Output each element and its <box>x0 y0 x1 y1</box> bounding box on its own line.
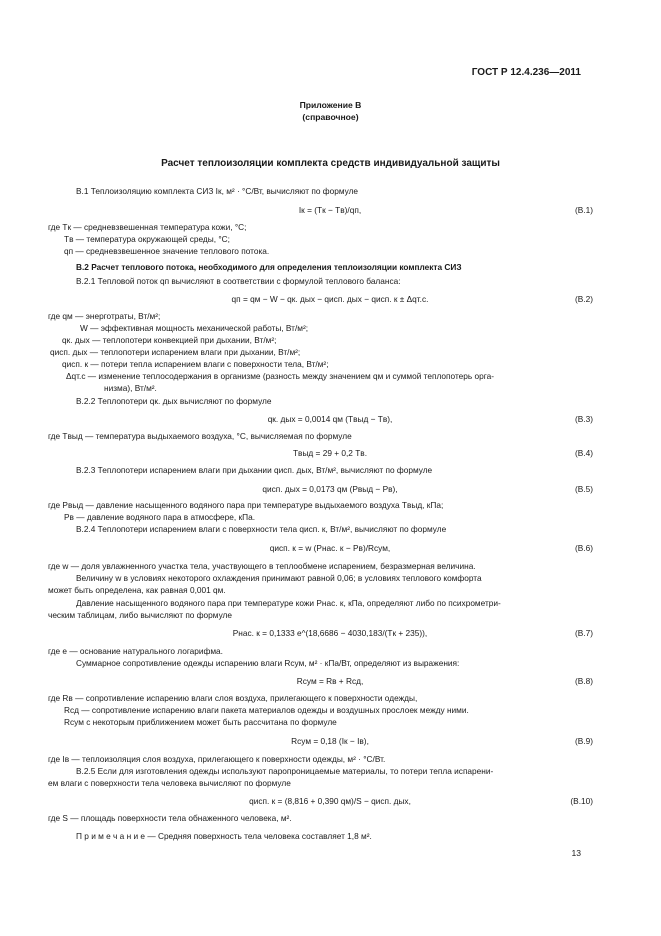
equation-b2-number: (В.2) <box>575 294 593 304</box>
definition: Rсум с некоторым приближением может быть рассчитана по формуле <box>64 717 337 727</box>
equation-b4-number: (В.4) <box>575 448 593 458</box>
equation-b6-number: (В.6) <box>575 543 593 553</box>
section-title: Расчет теплоизоляции комплекта средств индивидуальной защиты <box>161 158 500 169</box>
equation-b3-number: (В.3) <box>575 414 593 424</box>
b25-text: В.2.5 Если для изготовления одежды используют паропроницаемые материалы, то потери тепла испарени- <box>76 766 494 776</box>
b23-text: В.2.3 Теплопотери испарением влаги при дыхании qисп. дых, Вт/м², вычисляют по формуле <box>76 465 433 475</box>
b1-text: В.1 Теплоизоляцию комплекта СИЗ Iк, м² · °С/Вт, вычисляют по формуле <box>76 186 359 196</box>
definition: где e — основание натурального логарифма. <box>48 646 223 656</box>
definition: где Tвыд — температура выдыхаемого воздуха, °С, вычисляемая по формуле <box>48 431 352 441</box>
appendix-title: Приложение В <box>299 100 362 110</box>
definition: qк. дых — теплопотери конвекцией при дыхании, Вт/м²; <box>62 335 277 345</box>
b25-text: ем влаги с поверхности тела человека вычисляют по формуле <box>48 778 291 788</box>
definition: Tв — температура окружающей среды, °С; <box>64 234 230 244</box>
definition: где Pвыд — давление насыщенного водяного пара при температуре выдыхаемого воздуха Tвыд, кПа; <box>48 500 444 510</box>
definition: W — эффективная мощность механической работы, Вт/м²; <box>80 323 309 333</box>
definition: Δqт.с — изменение теплосодержания в организме (разность между значением qм и суммой теплопотерь орга- <box>66 371 494 381</box>
b21-text: В.2.1 Тепловой поток qп вычисляют в соответствии с формулой теплового баланса: <box>76 276 401 286</box>
b22-text: В.2.2 Теплопотери qк. дых вычисляют по формуле <box>76 396 272 406</box>
standard-header: ГОСТ Р 12.4.236—2011 <box>471 67 581 78</box>
note: П р и м е ч а н и е — Средняя поверхность тела человека составляет 1,8 м². <box>76 831 372 841</box>
definition: где w — доля увлажненного участка тела, участвующего в теплообмене испарением, безразмерная величина. <box>48 561 476 571</box>
equation-b4: Tвыд = 29 + 0,2 Tв. <box>292 448 368 458</box>
equation-b7-number: (В.7) <box>575 628 593 638</box>
definition: Pв — давление водяного пара в атмосфере, кПа. <box>64 512 255 522</box>
equation-b1-number: (В.1) <box>575 205 593 215</box>
equation-b2: qп = qм − W − qк. дых − qисп. дых − qисп. к ± Δqт.с. <box>231 294 429 304</box>
equation-b9: Rсум = 0,18 (Iк − Iв), <box>291 736 369 746</box>
equation-b1: Iк = (Tк − Tв)/qп, <box>298 205 362 215</box>
appendix-subtitle: (справочное) <box>302 112 359 122</box>
paragraph-line: ческим таблицам, либо вычисляют по формуле <box>48 610 233 620</box>
equation-b8: Rсум = Rв + Rсд, <box>296 676 364 686</box>
definition: где Iв — теплоизоляция слоя воздуха, прилегающего к поверхности одежды, м² · °С/Вт. <box>48 754 386 764</box>
equation-b8-number: (В.8) <box>575 676 593 686</box>
equation-b9-number: (В.9) <box>575 736 593 746</box>
equation-b10-number: (В.10) <box>570 796 593 806</box>
definition: где S — площадь поверхности тела обнаженного человека, м². <box>48 813 292 823</box>
definition: qисп. дых — теплопотери испарением влаги при дыхании, Вт/м²; <box>50 347 301 357</box>
definition: где Tк — средневзвешенная температура кожи, °С; <box>48 222 247 232</box>
page-number: 13 <box>571 848 581 858</box>
equation-b5-number: (В.5) <box>575 484 593 494</box>
equation-b7: Pнас. к = 0,1333 e^(18,6686 − 4030,183/(Tк + 235)), <box>232 628 428 638</box>
paragraph-line: Суммарное сопротивление одежды испарению влаги Rсум, м² · кПа/Вт, определяют из выражения: <box>76 658 460 668</box>
definition: qп — средневзвешенное значение теплового потока. <box>64 246 270 256</box>
definition: qисп. к — потери тепла испарением влаги с поверхности тела, Вт/м²; <box>62 359 329 369</box>
definition: где qм — энерготраты, Вт/м²; <box>48 311 161 321</box>
b24-text: В.2.4 Теплопотери испарением влаги с поверхности тела qисп. к, Вт/м², вычисляют по формуле <box>76 524 447 534</box>
b2-heading: В.2 Расчет теплового потока, необходимого для определения теплоизоляции комплекта СИЗ <box>76 262 462 272</box>
equation-b6: qисп. к = w (Pнас. к − Pв)/Rсум, <box>269 543 391 553</box>
equation-b3: qк. дых = 0,0014 qм (Tвыд − Tв), <box>267 414 393 424</box>
paragraph-line: может быть определена, как равная 0,001 qм. <box>48 585 226 595</box>
definition: Rсд — сопротивление испарению влаги пакета материалов одежды и воздушных прослоек между ними. <box>64 705 469 715</box>
paragraph-line: Давление насыщенного водяного пара при температуре кожи Pнас. к, кПа, определяют либо по психрометри- <box>76 598 501 608</box>
definition: где Rв — сопротивление испарению влаги слоя воздуха, прилегающего к поверхности одежды, <box>48 693 418 703</box>
paragraph-line: Величину w в условиях некоторого охлаждения принимают равной 0,06; в условиях теплового комфорта <box>76 573 482 583</box>
equation-b10: qисп. к = (8,816 + 0,390 qм)/S − qисп. дых, <box>249 796 411 806</box>
definition: низма), Вт/м². <box>104 383 157 393</box>
equation-b5: qисп. дых = 0,0173 qм (Pвыд − Pв), <box>262 484 398 494</box>
